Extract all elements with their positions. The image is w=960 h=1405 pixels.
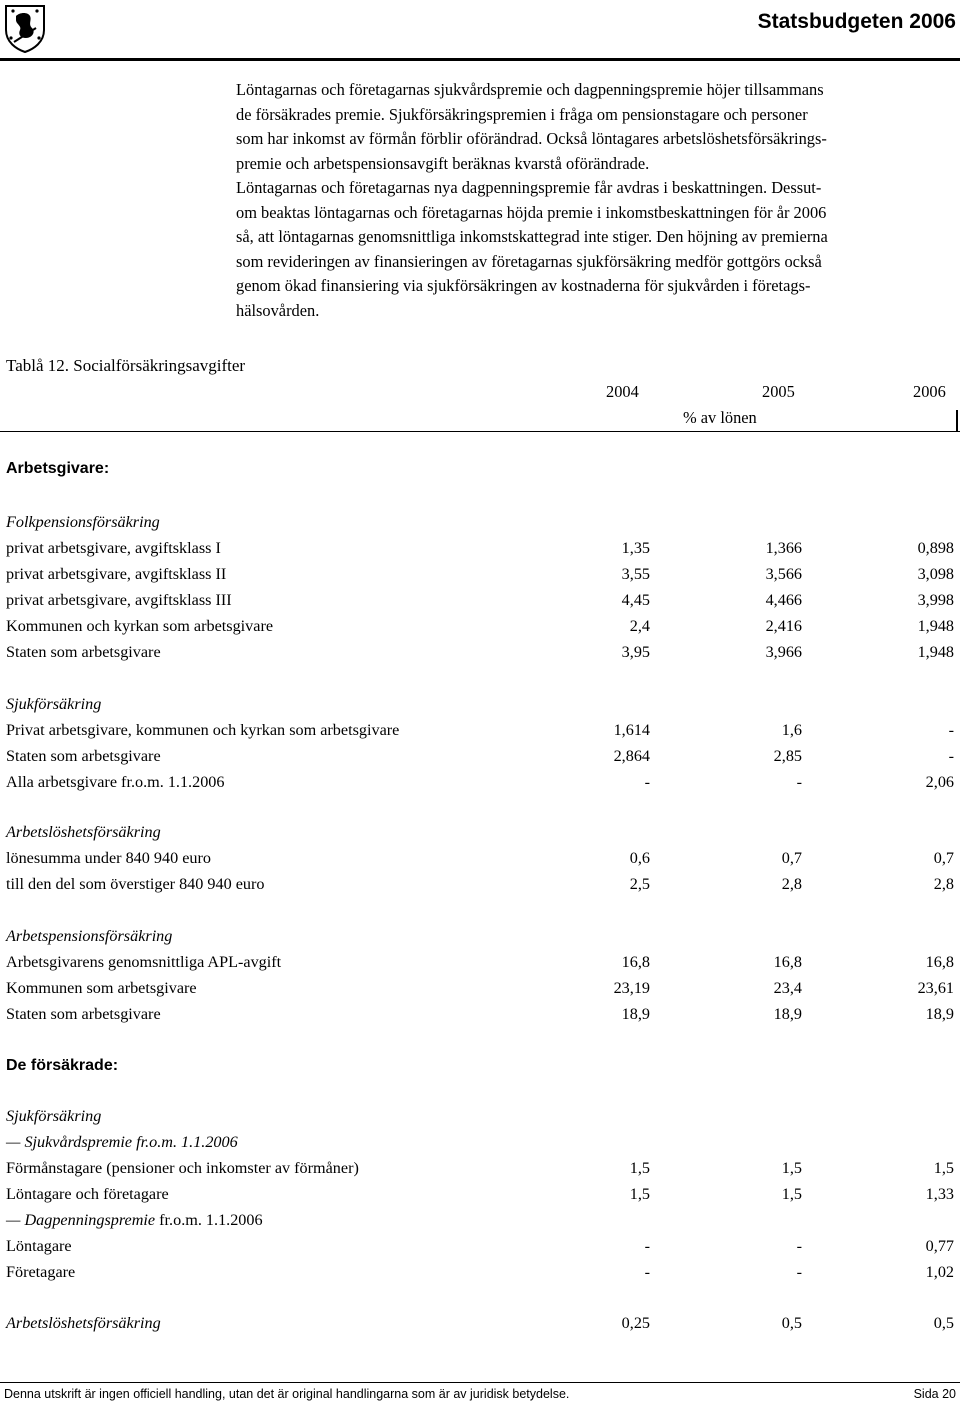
subsection-heading — [6, 695, 954, 719]
table-row — [6, 1185, 954, 1209]
value-2004: 0,25 — [621, 1314, 650, 1332]
row-label: lönesumma under 840 940 euro — [6, 849, 211, 867]
intro-line: premie och arbetspensionsavgift beräknas kvarstå oförändrade. — [236, 153, 650, 173]
value-2006: 2,8 — [933, 875, 954, 893]
subsection-heading — [6, 513, 954, 537]
value-2005: 2,416 — [765, 617, 802, 635]
value-2006: 1,33 — [925, 1185, 954, 1203]
value-2004: 4,45 — [621, 591, 650, 609]
value-2004: 16,8 — [621, 953, 650, 971]
year-header-2006: 2006 — [913, 382, 946, 401]
value-2005: - — [796, 1263, 802, 1281]
intro-line: de försäkrades premie. Sjukförsäkringspremien i fråga om pensionstagare och personer — [236, 104, 808, 124]
row-label: Kommunen som arbetsgivare — [6, 979, 197, 997]
value-2004: - — [644, 1237, 650, 1255]
value-2004: 1,35 — [621, 539, 650, 557]
value-2006: 1,948 — [917, 617, 954, 635]
value-2006: 3,098 — [917, 565, 954, 583]
row-label: — Sjukvårdspremie fr.o.m. 1.1.2006 — [6, 1133, 238, 1151]
row-label-italic: — Dagpenningspremie — [6, 1211, 156, 1229]
table-row — [6, 1314, 954, 1338]
row-label: Privat arbetsgivare, kommunen och kyrkan som arbetsgivare — [6, 721, 400, 739]
row-label: Företagare — [6, 1263, 76, 1281]
row-label: Sjukförsäkring — [6, 695, 102, 713]
value-2005: 2,85 — [773, 747, 802, 765]
value-2005: 1,366 — [765, 539, 802, 557]
row-label: privat arbetsgivare, avgiftsklass I — [6, 539, 221, 557]
row-label: till den del som överstiger 840 940 euro — [6, 875, 265, 893]
row-label: Förmånstagare (pensioner och inkomster av förmåner) — [6, 1159, 359, 1177]
row-label: privat arbetsgivare, avgiftsklass II — [6, 565, 227, 583]
value-2004: 2,4 — [629, 617, 650, 635]
value-2005: 18,9 — [773, 1005, 802, 1023]
intro-line: som revideringen av finansieringen av företagarnas sjukförsäkring medför gottgörs också — [236, 251, 822, 271]
value-2005: 0,7 — [781, 849, 802, 867]
footer-disclaimer: Denna utskrift är ingen officiell handling, utan det är original handlingarna som är av juridisk betydelse. — [4, 1387, 570, 1401]
intro-line: om beaktas löntagarnas och företagarnas höjda premie i inkomstbeskattningen för år 2006 — [236, 202, 827, 222]
table-row — [6, 1263, 954, 1287]
table-row — [6, 539, 954, 563]
value-2006: 0,898 — [917, 539, 954, 557]
section-heading — [6, 460, 954, 484]
intro-line: som har inkomst av förmån förblir oförändrad. Också löntagares arbetslöshetsförsäkrings- — [236, 129, 827, 148]
page-number: Sida 20 — [913, 1387, 956, 1401]
table-row — [6, 953, 954, 977]
table-header-divider — [0, 431, 960, 432]
row-label: Staten som arbetsgivare — [6, 643, 161, 661]
subsection-heading — [6, 927, 954, 951]
value-2006: 1,948 — [917, 643, 954, 661]
value-2005: 23,4 — [773, 979, 802, 997]
table-row — [6, 591, 954, 615]
row-label: Arbetspensionsförsäkring — [6, 927, 173, 945]
value-2004: 2,864 — [613, 747, 650, 765]
value-2006: 23,61 — [917, 979, 954, 997]
row-label: Löntagare och företagare — [6, 1185, 169, 1203]
row-label: Kommunen och kyrkan som arbetsgivare — [6, 617, 274, 635]
value-2005: 3,566 — [765, 565, 802, 583]
value-2004: 2,5 — [629, 875, 650, 893]
intro-line: Löntagarnas och företagarnas sjukvårdspremie och dagpenningspremie höjer tillsammans — [236, 80, 824, 99]
value-2004: 3,55 — [621, 565, 650, 583]
value-2004: 1,614 — [613, 721, 650, 739]
intro-line: genom ökad finansiering via sjukförsäkringen av kostnaderna för sjukvården i företags- — [236, 276, 811, 295]
table-row — [6, 1237, 954, 1261]
value-2004: 1,5 — [629, 1159, 650, 1177]
row-label: Arbetsgivare: — [6, 460, 110, 477]
unit-label: % av lönen — [683, 408, 757, 427]
row-label: Löntagare — [6, 1237, 72, 1255]
value-2006: 3,998 — [917, 591, 954, 609]
value-2005: 3,966 — [765, 643, 802, 661]
row-label-rest: fr.o.m. 1.1.2006 — [155, 1211, 263, 1229]
table-row — [6, 773, 954, 797]
intro-line: hälsovården. — [236, 300, 320, 320]
subsection-heading — [6, 1133, 954, 1157]
value-2005: - — [796, 1237, 802, 1255]
document-header-title: Statsbudgeten 2006 — [757, 10, 956, 33]
value-2005: 1,6 — [781, 721, 802, 739]
value-2004: - — [644, 773, 650, 791]
subsection-heading — [6, 1107, 954, 1131]
value-2005: 1,5 — [781, 1185, 802, 1203]
table-row — [6, 1005, 954, 1029]
year-header-2004: 2004 — [606, 382, 639, 401]
intro-line: så, att löntagarnas genomsnittliga inkomstskattegrad inte stiger. Den höjning av premierna — [236, 227, 828, 246]
table-row — [6, 565, 954, 589]
table-row — [6, 747, 954, 771]
value-2005: 16,8 — [773, 953, 802, 971]
table-row — [6, 721, 954, 745]
value-2005: 1,5 — [781, 1159, 802, 1177]
value-2006: 18,9 — [925, 1005, 954, 1023]
value-2004: 18,9 — [621, 1005, 650, 1023]
value-2004: - — [644, 1263, 650, 1281]
subsection-heading — [6, 823, 954, 847]
row-label: Alla arbetsgivare fr.o.m. 1.1.2006 — [6, 773, 225, 791]
value-2005: - — [796, 773, 802, 791]
row-label: Arbetslöshetsförsäkring — [6, 1314, 161, 1332]
table-row — [6, 1211, 954, 1235]
value-2004: 3,95 — [621, 643, 650, 661]
row-label: Sjukförsäkring — [6, 1107, 102, 1125]
table-row — [6, 849, 954, 873]
value-2004: 0,6 — [629, 849, 650, 867]
header-divider — [0, 58, 960, 61]
section-heading — [6, 1057, 954, 1081]
row-label: Arbetslöshetsförsäkring — [6, 823, 161, 841]
value-2005: 0,5 — [781, 1314, 802, 1332]
table-row — [6, 643, 954, 667]
coat-of-arms-logo — [2, 2, 48, 54]
value-2004: 1,5 — [629, 1185, 650, 1203]
table-row — [6, 617, 954, 641]
row-label: De försäkrade: — [6, 1057, 119, 1074]
value-2006: 0,77 — [925, 1237, 954, 1255]
value-2006: - — [948, 747, 954, 765]
value-2006: 16,8 — [925, 953, 954, 971]
row-label — [6, 1211, 263, 1230]
table-row — [6, 875, 954, 899]
value-2006: 1,5 — [933, 1159, 954, 1177]
row-label: Arbetsgivarens genomsnittliga APL-avgift — [6, 953, 282, 971]
row-label: privat arbetsgivare, avgiftsklass III — [6, 591, 232, 609]
value-2006: 0,5 — [933, 1314, 954, 1332]
table-row — [6, 1159, 954, 1183]
value-2006: 0,7 — [933, 849, 954, 867]
header-tick-mark — [956, 410, 958, 432]
value-2005: 4,466 — [765, 591, 802, 609]
value-2004: 23,19 — [613, 979, 650, 997]
table-title: Tablå 12. Socialförsäkringsavgifter — [6, 356, 246, 375]
intro-line: Löntagarnas och företagarnas nya dagpenningspremie får avdras i beskattningen. Dessut- — [236, 178, 822, 197]
value-2006: 1,02 — [925, 1263, 954, 1281]
intro-paragraph — [236, 78, 958, 323]
row-label: Folkpensionsförsäkring — [6, 513, 160, 531]
row-label: Staten som arbetsgivare — [6, 747, 161, 765]
year-header-2005: 2005 — [762, 382, 795, 401]
table-row — [6, 979, 954, 1003]
footer-divider — [0, 1382, 960, 1383]
value-2006: - — [948, 721, 954, 739]
value-2005: 2,8 — [781, 875, 802, 893]
value-2006: 2,06 — [925, 773, 954, 791]
row-label: Staten som arbetsgivare — [6, 1005, 161, 1023]
